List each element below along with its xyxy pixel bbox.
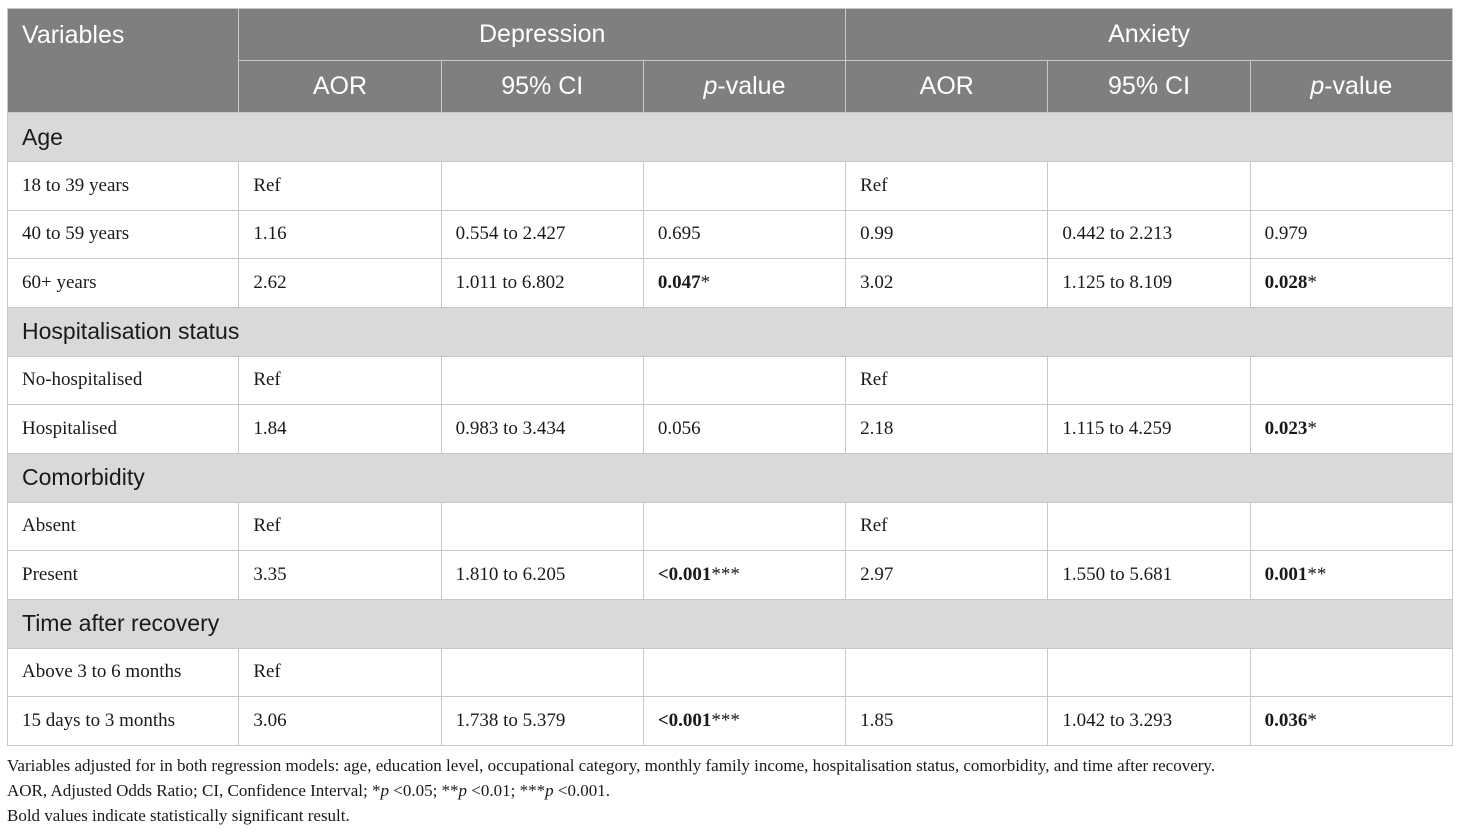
depression-pvalue bbox=[643, 356, 845, 405]
row-label: Present bbox=[8, 551, 239, 600]
anxiety-aor: 3.02 bbox=[846, 259, 1048, 308]
section-row-time-after-recovery bbox=[8, 599, 1453, 648]
table-row bbox=[8, 648, 1453, 697]
footnote-abbreviations: AOR, Adjusted Odds Ratio; CI, Confidence Interval; *p <0.05; **p <0.01; ***p <0.001. bbox=[7, 781, 610, 800]
anxiety-header: Anxiety bbox=[846, 9, 1453, 61]
anxiety-pvalue bbox=[1250, 162, 1452, 211]
depression-pvalue bbox=[643, 648, 845, 697]
anxiety-pvalue bbox=[1250, 648, 1452, 697]
table-row bbox=[8, 356, 1453, 405]
depression-aor: 1.16 bbox=[239, 210, 441, 259]
row-label: 60+ years bbox=[8, 259, 239, 308]
depression-pvalue: 0.695 bbox=[643, 210, 845, 259]
anxiety-pvalue: 0.001** bbox=[1250, 551, 1452, 600]
depression-aor: Ref bbox=[239, 162, 441, 211]
anxiety-aor: Ref bbox=[846, 356, 1048, 405]
anxiety-ci: 1.115 to 4.259 bbox=[1048, 405, 1250, 454]
section-title: Time after recovery bbox=[8, 599, 1453, 648]
table-header bbox=[8, 9, 1453, 113]
depression-ci: 1.011 to 6.802 bbox=[441, 259, 643, 308]
table-row bbox=[8, 405, 1453, 454]
anxiety-ci: 1.125 to 8.109 bbox=[1048, 259, 1250, 308]
depression-pvalue: <0.001*** bbox=[643, 697, 845, 746]
footnote-bold-note: Bold values indicate statistically significant result. bbox=[7, 806, 350, 825]
anxiety-pvalue bbox=[1250, 356, 1452, 405]
anxiety-aor: 1.85 bbox=[846, 697, 1048, 746]
depression-ci bbox=[441, 356, 643, 405]
depression-ci bbox=[441, 648, 643, 697]
anxiety-aor-header: AOR bbox=[846, 61, 1048, 113]
anxiety-pvalue: 0.028* bbox=[1250, 259, 1452, 308]
section-row-hospitalisation bbox=[8, 307, 1453, 356]
depression-ci: 1.810 to 6.205 bbox=[441, 551, 643, 600]
anxiety-pvalue-header: p-value bbox=[1250, 61, 1452, 113]
anxiety-ci: 1.042 to 3.293 bbox=[1048, 697, 1250, 746]
depression-pvalue: 0.056 bbox=[643, 405, 845, 454]
depression-header: Depression bbox=[239, 9, 846, 61]
table-footnotes bbox=[7, 753, 1215, 828]
depression-ci bbox=[441, 502, 643, 551]
anxiety-ci: 1.550 to 5.681 bbox=[1048, 551, 1250, 600]
depression-ci: 0.554 to 2.427 bbox=[441, 210, 643, 259]
section-row-age bbox=[8, 113, 1453, 162]
variables-header: Variables bbox=[8, 9, 239, 113]
anxiety-pvalue: 0.036* bbox=[1250, 697, 1452, 746]
regression-table-container bbox=[7, 8, 1453, 746]
depression-aor: Ref bbox=[239, 648, 441, 697]
footnote-adjustment: Variables adjusted for in both regression models: age, education level, occupational category, monthly family income, hospitalisation status, comorbidity, and time after recovery. bbox=[7, 756, 1216, 775]
regression-table bbox=[7, 8, 1453, 746]
table-body bbox=[8, 113, 1453, 746]
row-label: 40 to 59 years bbox=[8, 210, 239, 259]
depression-pvalue-header: p-value bbox=[643, 61, 845, 113]
depression-ci bbox=[441, 162, 643, 211]
row-label: 15 days to 3 months bbox=[8, 697, 239, 746]
depression-ci-header: 95% CI bbox=[441, 61, 643, 113]
table-row bbox=[8, 551, 1453, 600]
anxiety-aor bbox=[846, 648, 1048, 697]
depression-aor: 2.62 bbox=[239, 259, 441, 308]
row-label: Absent bbox=[8, 502, 239, 551]
anxiety-ci-header: 95% CI bbox=[1048, 61, 1250, 113]
table-row bbox=[8, 259, 1453, 308]
table-row bbox=[8, 210, 1453, 259]
section-title: Hospitalisation status bbox=[8, 307, 1453, 356]
depression-aor: Ref bbox=[239, 502, 441, 551]
row-label: Above 3 to 6 months bbox=[8, 648, 239, 697]
section-title: Age bbox=[8, 113, 1453, 162]
section-row-comorbidity bbox=[8, 453, 1453, 502]
depression-ci: 0.983 to 3.434 bbox=[441, 405, 643, 454]
section-title: Comorbidity bbox=[8, 453, 1453, 502]
anxiety-ci: 0.442 to 2.213 bbox=[1048, 210, 1250, 259]
anxiety-pvalue: 0.979 bbox=[1250, 210, 1452, 259]
anxiety-pvalue: 0.023* bbox=[1250, 405, 1452, 454]
row-label: Hospitalised bbox=[8, 405, 239, 454]
row-label: No-hospitalised bbox=[8, 356, 239, 405]
anxiety-aor: Ref bbox=[846, 502, 1048, 551]
depression-aor: 3.35 bbox=[239, 551, 441, 600]
depression-aor-header: AOR bbox=[239, 61, 441, 113]
depression-aor: 1.84 bbox=[239, 405, 441, 454]
anxiety-ci bbox=[1048, 356, 1250, 405]
depression-pvalue bbox=[643, 162, 845, 211]
depression-ci: 1.738 to 5.379 bbox=[441, 697, 643, 746]
anxiety-ci bbox=[1048, 502, 1250, 551]
table-row bbox=[8, 697, 1453, 746]
depression-pvalue bbox=[643, 502, 845, 551]
depression-aor: 3.06 bbox=[239, 697, 441, 746]
anxiety-ci bbox=[1048, 648, 1250, 697]
depression-pvalue: 0.047* bbox=[643, 259, 845, 308]
anxiety-pvalue bbox=[1250, 502, 1452, 551]
table-row bbox=[8, 162, 1453, 211]
row-label: 18 to 39 years bbox=[8, 162, 239, 211]
depression-aor: Ref bbox=[239, 356, 441, 405]
anxiety-aor: 2.97 bbox=[846, 551, 1048, 600]
depression-pvalue: <0.001*** bbox=[643, 551, 845, 600]
table-row bbox=[8, 502, 1453, 551]
anxiety-aor: 0.99 bbox=[846, 210, 1048, 259]
anxiety-ci bbox=[1048, 162, 1250, 211]
anxiety-aor: 2.18 bbox=[846, 405, 1048, 454]
anxiety-aor: Ref bbox=[846, 162, 1048, 211]
